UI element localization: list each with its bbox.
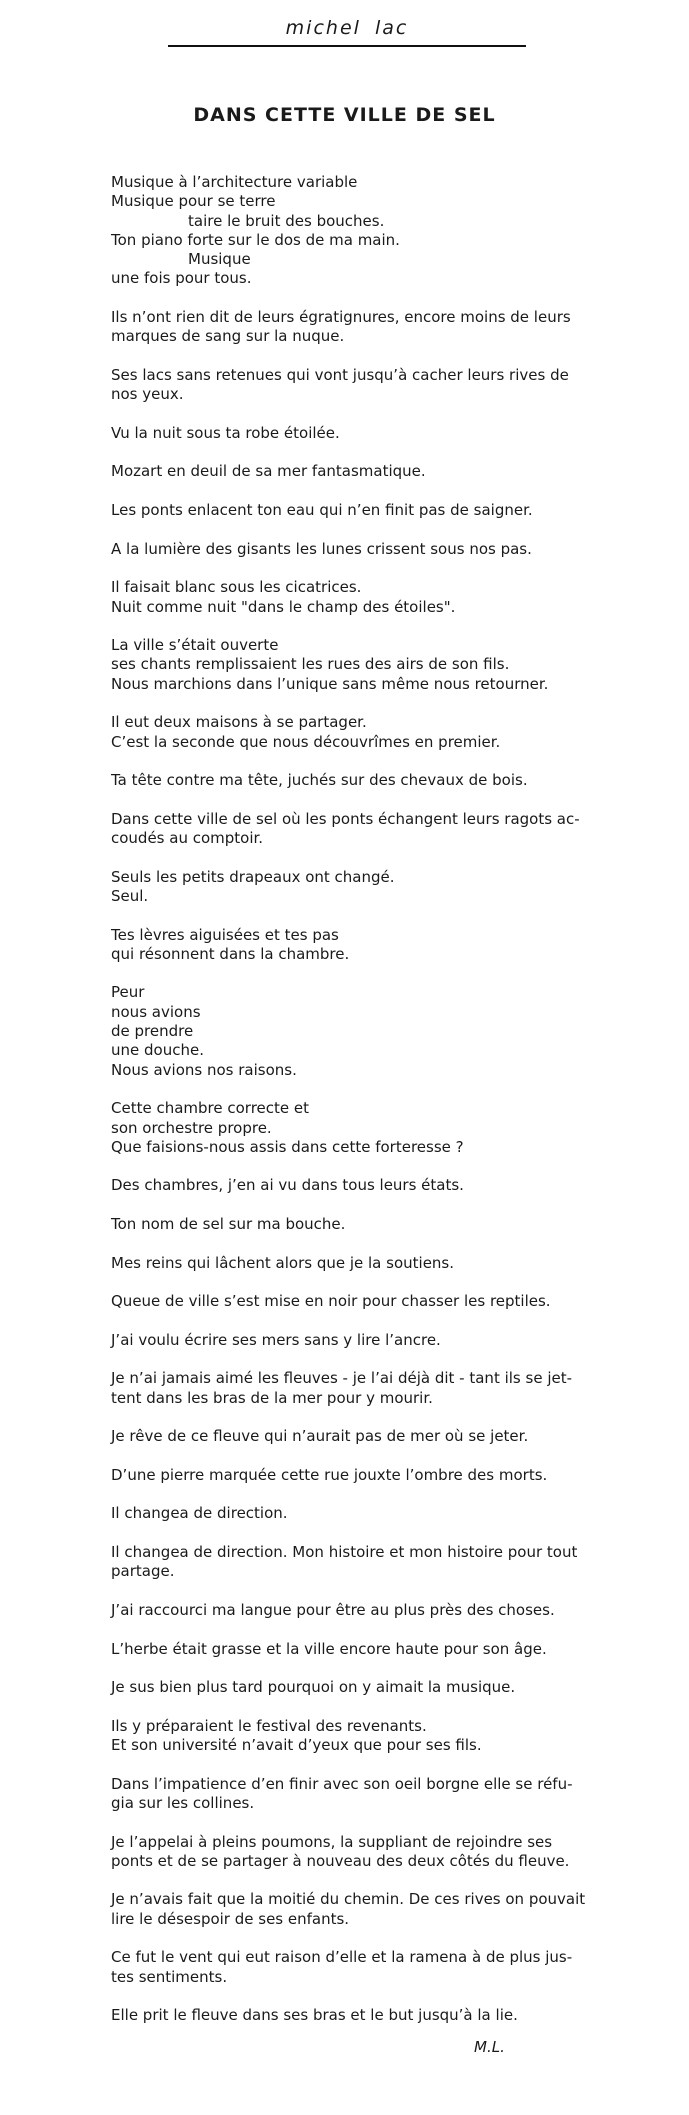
poem-line: Et son université n’avait d’yeux que pour ses fils. [111,1736,482,1755]
stanza [111,462,591,481]
poem-line: Ce fut le vent qui eut raison d’elle et la ramena à de plus jus- [111,1948,573,1967]
poem-line: Il changea de direction. Mon histoire et mon histoire pour tout [111,1543,578,1562]
stanza [111,1176,591,1195]
stanza [111,1504,591,1523]
poem-line: Nuit comme nuit "dans le champ des étoiles". [111,597,456,616]
poem-line: Peur [111,983,145,1002]
poem-line: Vu la nuit sous ta robe étoilée. [111,423,340,442]
poem-line: Dans cette ville de sel où les ponts échangent leurs ragots ac- [111,809,580,828]
poem-line: une fois pour tous. [111,269,252,288]
poem-line: La ville s’était ouverte [111,636,279,655]
poem-line: Mozart en deuil de sa mer fantasmatique. [111,462,426,481]
poem-line: coudés au comptoir. [111,829,264,848]
signature: M.L. [474,2038,505,2056]
poem-line: nos yeux. [111,385,184,404]
poem-line: ses chants remplissaient les rues des airs de son fils. [111,655,510,674]
poem-line: Seul. [111,886,149,905]
author-name: michel lac [285,17,409,39]
poem-line: partage. [111,1562,175,1581]
stanza [111,1099,591,1157]
stanza [111,1890,591,1929]
poem-line: Cette chambre correcte et [111,1099,310,1118]
poem-line: Nous avions nos raisons. [111,1060,297,1079]
stanza [111,1369,591,1408]
stanza [111,308,591,347]
poem-line: C’est la seconde que nous découvrîmes en premier. [111,732,501,751]
poem-line: Il faisait blanc sous les cicatrices. [111,578,362,597]
poem-line: qui résonnent dans la chambre. [111,944,350,963]
poem-line: Je l’appelai à pleins poumons, la suppliant de rejoindre ses [111,1832,553,1851]
poem-line: Je rêve de ce fleuve qui n’aurait pas de mer où se jeter. [111,1427,529,1446]
stanza [111,1292,591,1311]
stanza [111,1215,591,1234]
stanza [111,1775,591,1814]
poem-line: de prendre [111,1022,194,1041]
poem-line: nous avions [111,1002,201,1021]
page-header [168,14,526,47]
poem-line: Ta tête contre ma tête, juchés sur des chevaux de bois. [111,771,528,790]
poem-line: Ton nom de sel sur ma bouche. [111,1215,346,1234]
poem-line: son orchestre propre. [111,1118,272,1137]
poem-line: J’ai voulu écrire ses mers sans y lire l’ancre. [111,1330,441,1349]
poem-line: tes sentiments. [111,1967,228,1986]
poem-line: Tes lèvres aiguisées et tes pas [111,925,339,944]
stanza [111,501,591,520]
stanza [111,868,591,907]
poem-line: Dans l’impatience d’en finir avec son oeil borgne elle se réfu- [111,1774,573,1793]
poem-line: Je n’avais fait que la moitié du chemin. De ces rives on pouvait [111,1890,586,1909]
stanza [111,1254,591,1273]
poem-line: Musique à l’architecture variable [111,173,358,191]
stanza [111,713,591,752]
poem-line: A la lumière des gisants les lunes crissent sous nos pas. [111,539,532,558]
stanza [111,1640,591,1659]
stanza [111,1601,591,1620]
poem-line: Je sus bien plus tard pourquoi on y aimait la musique. [111,1678,516,1697]
poem-line: Les ponts enlacent ton eau qui n’en finit pas de saigner. [111,501,533,520]
header-rule [168,45,526,47]
poem-line: Je n’ai jamais aimé les fleuves - je l’ai déjà dit - tant ils se jet- [111,1369,573,1388]
stanza [111,1833,591,1872]
stanza [111,1331,591,1350]
stanza [111,636,591,694]
poem-line: Ils y préparaient le festival des revenants. [111,1716,427,1735]
poem-body [111,173,591,2045]
poem-line: D’une pierre marquée cette rue jouxte l’ombre des morts. [111,1465,548,1484]
poem-line: Musique pour se terre [111,192,276,211]
poem-line: Ils n’ont rien dit de leurs égratignures, encore moins de leurs [111,308,571,327]
stanza [111,1948,591,1987]
poem-line: Queue de ville s’est mise en noir pour chasser les reptiles. [111,1292,551,1311]
stanza [111,1678,591,1697]
stanza [111,424,591,443]
poem-line: Ton piano forte sur le dos de ma main. [111,230,400,249]
poem-line: Seuls les petits drapeaux ont changé. [111,867,395,886]
poem-line: Elle prit le fleuve dans ses bras et le but jusqu’à la lie. [111,2006,518,2025]
stanza [111,578,591,617]
stanza [111,771,591,790]
poem-line: Il changea de direction. [111,1504,288,1523]
poem-line: Mes reins qui lâchent alors que je la soutiens. [111,1253,455,1272]
poem-title: DANS CETTE VILLE DE SEL [193,104,496,126]
poem-line: marques de sang sur la nuque. [111,327,345,346]
poem-line: J’ai raccourci ma langue pour être au plus près des choses. [111,1600,555,1619]
poem-line: Nous marchions dans l’unique sans même nous retourner. [111,674,549,693]
poem-line: Des chambres, j’en ai vu dans tous leurs états. [111,1176,464,1195]
poem-line: gia sur les collines. [111,1793,255,1812]
poem-line: Il eut deux maisons à se partager. [111,713,367,732]
poem-line: Que faisions-nous assis dans cette forteresse ? [111,1137,464,1156]
stanza [111,1427,591,1446]
poem-line: tent dans les bras de la mer pour y mourir. [111,1388,433,1407]
poem-line: lire le désespoir de ses enfants. [111,1909,350,1928]
stanza [111,366,591,405]
stanza [111,810,591,849]
stanza [111,926,591,965]
stanza [111,1466,591,1485]
stanza [111,983,591,1079]
poem-line: Ses lacs sans retenues qui vont jusqu’à cacher leurs rives de [111,365,569,384]
stanza [111,2006,591,2025]
poem-line: L’herbe était grasse et la ville encore haute pour son âge. [111,1639,547,1658]
stanza [111,540,591,559]
poem-line: ponts et de se partager à nouveau des deux côtés du fleuve. [111,1851,570,1870]
stanza [111,173,591,289]
poem-line: une douche. [111,1041,204,1060]
poem-line: taire le bruit des bouches. [188,211,385,230]
stanza [111,1717,591,1756]
poem-line: Musique [188,250,251,269]
stanza [111,1543,591,1582]
